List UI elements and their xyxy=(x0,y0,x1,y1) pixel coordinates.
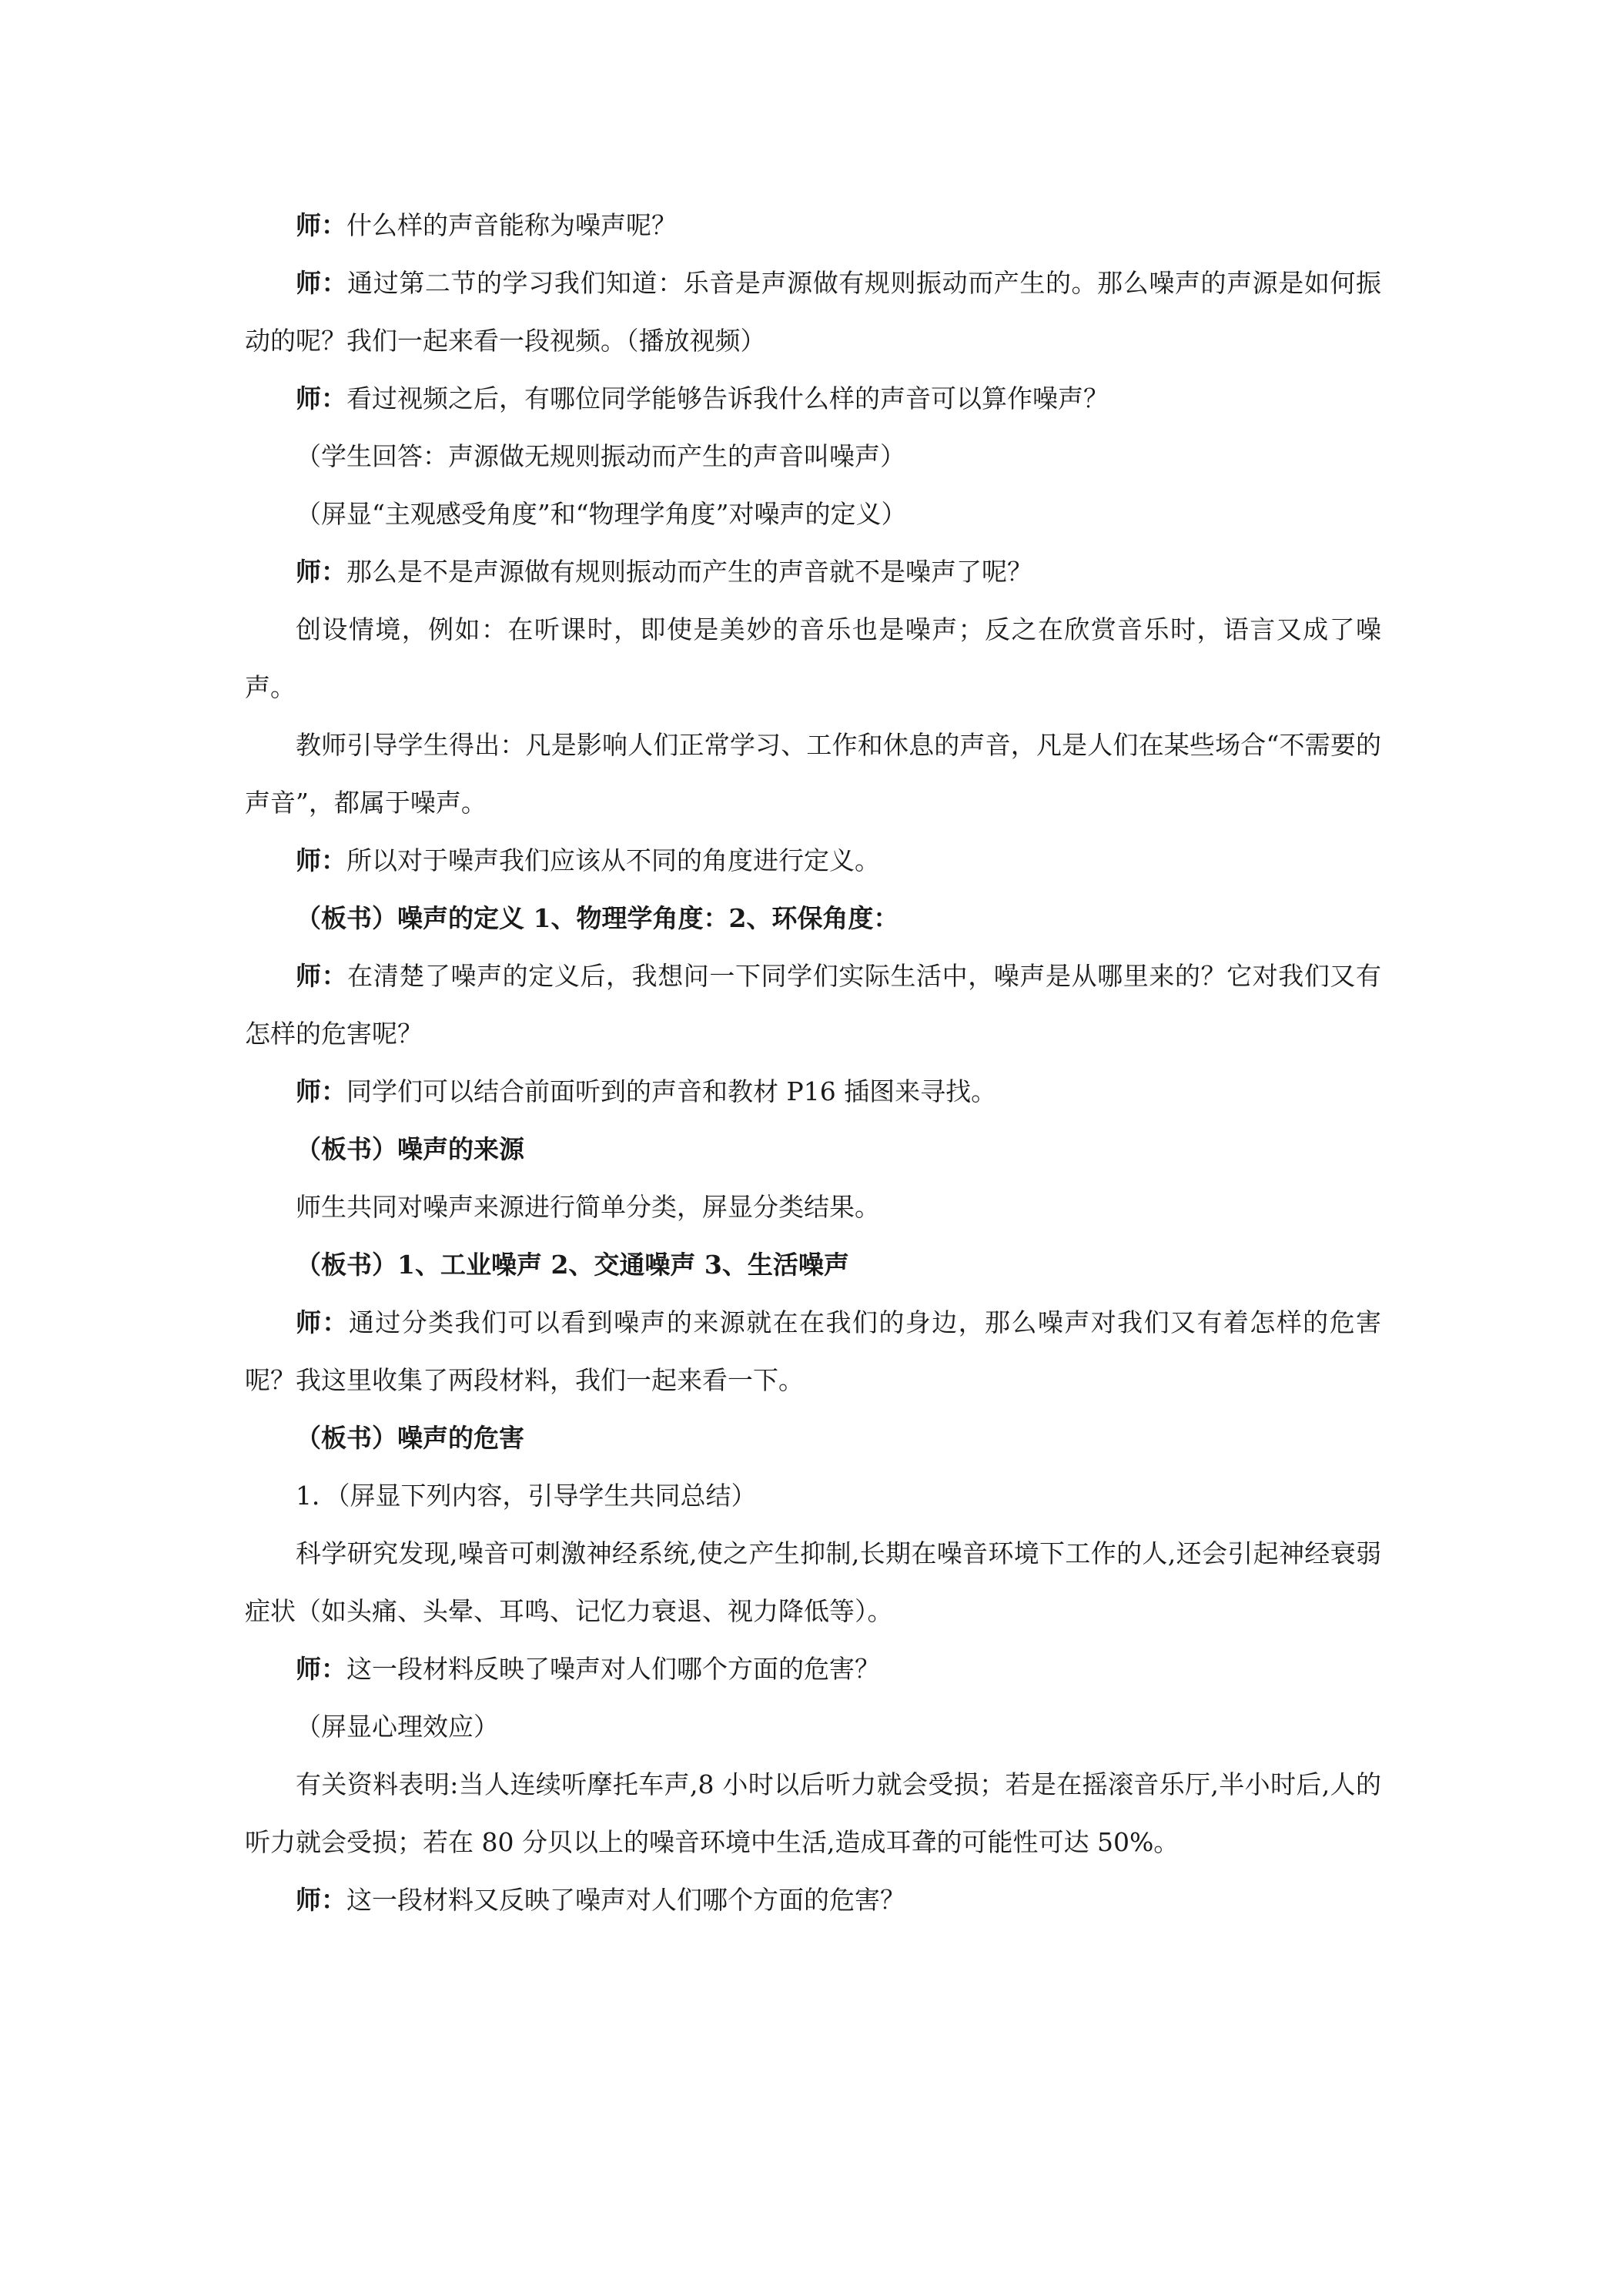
paragraph-text: （板书）噪声的来源 xyxy=(296,1134,524,1164)
speaker-label: 师： xyxy=(296,1076,346,1106)
paragraph-22 xyxy=(245,1755,1381,1871)
paragraph-text: 创设情境，例如：在听课时，即使是美妙的音乐也是噪声；反之在欣赏音乐时，语言又成了噪声。 xyxy=(245,614,1381,702)
speaker-label: 师： xyxy=(296,845,346,875)
paragraph-text: 所以对于噪声我们应该从不同的角度进行定义。 xyxy=(346,845,880,875)
paragraph-text: （屏显“主观感受角度”和“物理学角度”对噪声的定义） xyxy=(296,499,907,529)
paragraph-4 xyxy=(245,427,1381,485)
paragraph-text: （板书）噪声的定义 1、物理学角度：2、环保角度： xyxy=(296,903,899,933)
paragraph-text: 那么是不是声源做有规则振动而产生的声音就不是噪声了呢？ xyxy=(346,557,1032,587)
paragraph-6 xyxy=(245,543,1381,601)
board-note-definition xyxy=(245,889,1381,947)
paragraph-5 xyxy=(245,485,1381,543)
paragraph-19 xyxy=(245,1525,1381,1640)
board-note-categories xyxy=(245,1236,1381,1294)
speaker-label: 师： xyxy=(296,1307,349,1337)
paragraph-text: 什么样的声音能称为噪声呢？ xyxy=(346,210,677,240)
paragraph-text: （板书）1、工业噪声 2、交通噪声 3、生活噪声 xyxy=(296,1250,849,1280)
speaker-label: 师： xyxy=(296,210,346,240)
paragraph-9 xyxy=(245,832,1381,889)
paragraph-1 xyxy=(245,196,1381,254)
paragraph-7 xyxy=(245,601,1381,716)
paragraph-14 xyxy=(245,1178,1381,1236)
paragraph-text: 这一段材料反映了噪声对人们哪个方面的危害？ xyxy=(346,1654,880,1684)
paragraph-23 xyxy=(245,1871,1381,1929)
paragraph-text: （板书）噪声的危害 xyxy=(296,1423,524,1453)
paragraph-text: 科学研究发现,噪音可刺激神经系统,使之产生抑制,长期在噪音环境下工作的人,还会引起神经衰弱症状（如头痛、头晕、耳鸣、记忆力衰退、视力降低等）。 xyxy=(245,1538,1381,1626)
paragraph-3 xyxy=(245,370,1381,427)
paragraph-text: 同学们可以结合前面听到的声音和教材 P16 插图来寻找。 xyxy=(346,1076,997,1106)
paragraph-text: 有关资料表明:当人连续听摩托车声,8 小时以后听力就会受损；若是在摇滚音乐厅,半小时后,人的听力就会受损；若在 80 分贝以上的噪音环境中生活,造成耳聋的可能性可达 50%。 xyxy=(245,1769,1381,1857)
speaker-label: 师： xyxy=(296,1654,346,1684)
paragraph-text: 看过视频之后，有哪位同学能够告诉我什么样的声音可以算作噪声？ xyxy=(346,383,1109,413)
board-note-harm xyxy=(245,1409,1381,1467)
document-body xyxy=(245,196,1381,1929)
paragraph-18 xyxy=(245,1467,1381,1525)
paragraph-text: 这一段材料又反映了噪声对人们哪个方面的危害？ xyxy=(346,1885,905,1915)
paragraph-11 xyxy=(245,947,1381,1063)
speaker-label: 师： xyxy=(296,383,346,413)
paragraph-21 xyxy=(245,1698,1381,1755)
paragraph-text: 教师引导学生得出：凡是影响人们正常学习、工作和休息的声音，凡是人们在某些场合“不需要的声音”，都属于噪声。 xyxy=(245,730,1381,818)
paragraph-8 xyxy=(245,716,1381,832)
paragraph-2 xyxy=(245,254,1381,370)
paragraph-text: 通过分类我们可以看到噪声的来源就在在我们的身边，那么噪声对我们又有着怎样的危害呢？我这里收集了两段材料，我们一起来看一下。 xyxy=(245,1307,1382,1395)
board-note-source xyxy=(245,1120,1381,1178)
paragraph-text: （屏显心理效应） xyxy=(296,1712,499,1742)
speaker-label: 师： xyxy=(296,268,348,298)
paragraph-text: 在清楚了噪声的定义后，我想问一下同学们实际生活中，噪声是从哪里来的？它对我们又有怎样的危害呢？ xyxy=(245,961,1382,1049)
paragraph-16 xyxy=(245,1294,1381,1409)
speaker-label: 师： xyxy=(296,557,346,587)
paragraph-12 xyxy=(245,1063,1381,1120)
paragraph-text: 师生共同对噪声来源进行简单分类，屏显分类结果。 xyxy=(296,1192,880,1222)
paragraph-text: （学生回答：声源做无规则振动而产生的声音叫噪声） xyxy=(296,441,905,471)
speaker-label: 师： xyxy=(296,961,348,991)
speaker-label: 师： xyxy=(296,1885,346,1915)
paragraph-text: 通过第二节的学习我们知道：乐音是声源做有规则振动而产生的。那么噪声的声源是如何振动的呢？我们一起来看一段视频。（播放视频） xyxy=(245,268,1382,356)
paragraph-20 xyxy=(245,1640,1381,1698)
paragraph-text: 1．（屏显下列内容，引导学生共同总结） xyxy=(296,1481,757,1511)
